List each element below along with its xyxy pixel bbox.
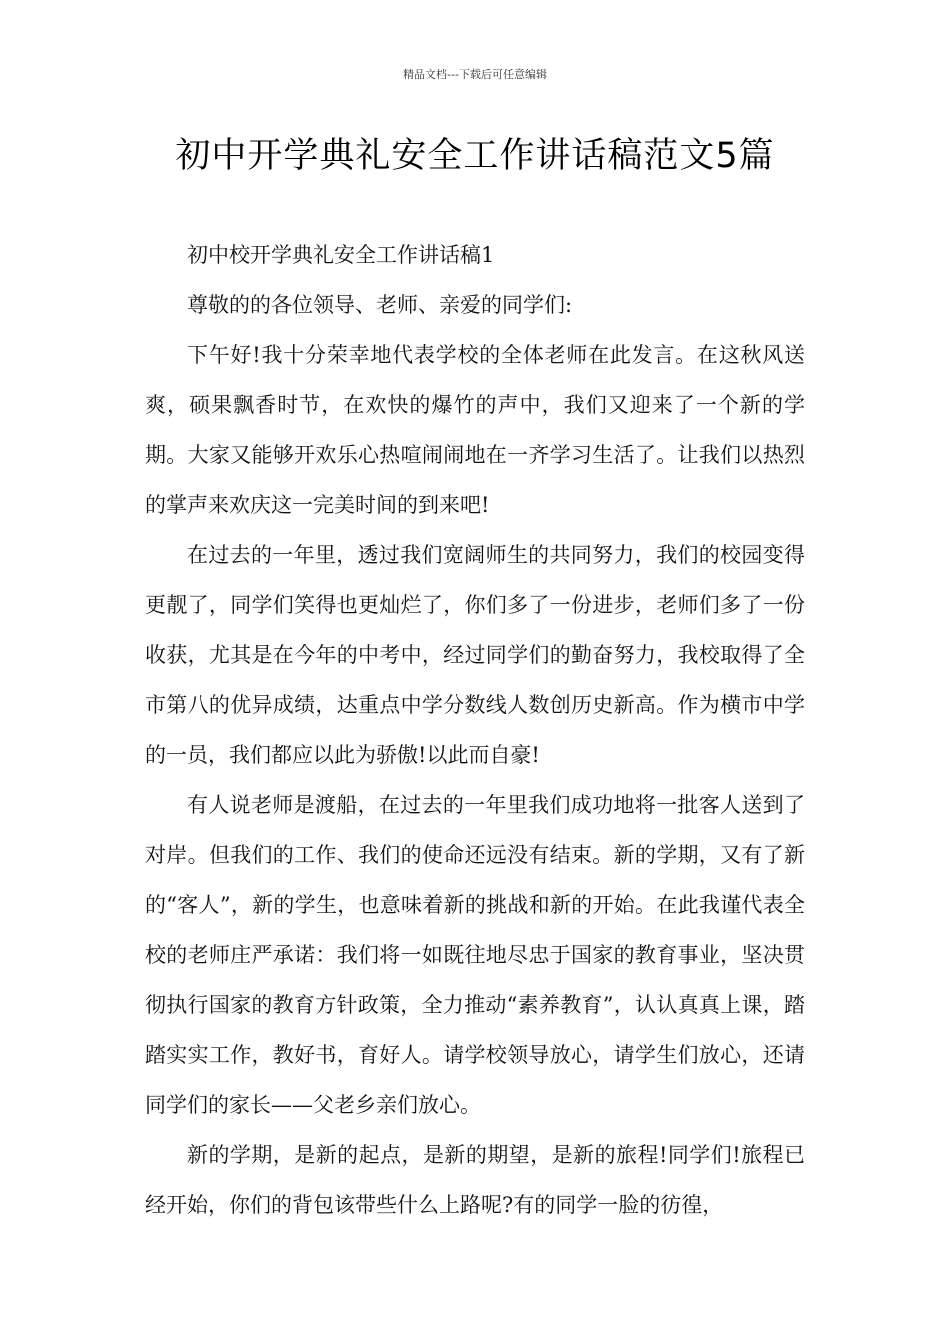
paragraph: 有人说老师是渡船，在过去的一年里我们成功地将一批客人送到了对岸。但我们的工作、我们的使命还远没有结束。新的学期，又有了新的“客人”，新的学生，也意味着新的挑战和新的开始。在此我谨代表全校的老师庄严承诺：我们将一如既往地尽忠于国家的教育事业，坚决贯彻执行国家的教育方针政策，全力推动“素养教育”，认认真真上课，踏踏实实工作，教好书，育好人。请学校领导放心，请学生们放心，还请同学们的家长——父老乡亲们放心。: [145, 793, 805, 1117]
document-body: [145, 230, 805, 1230]
paragraph: 新的学期，是新的起点，是新的期望，是新的旅程!同学们!旅程已经开始，你们的背包该带些什么上路呢?有的同学一脸的彷徨，: [145, 1143, 805, 1217]
paragraph-salutation: 尊敬的的各位领导、老师、亲爱的同学们:: [187, 293, 573, 317]
header-note: 精品文档---下载后可任意编辑: [403, 68, 547, 81]
paragraph: 在过去的一年里，透过我们宽阔师生的共同努力，我们的校园变得更靓了，同学们笑得也更灿烂了，你们多了一份进步，老师们多了一份收获，尤其是在今年的中考中，经过同学们的勤奋努力，我校取得了全市第八的优异成绩，达重点中学分数线人数创历史新高。作为横市中学的一员，我们都应以此为骄傲!以此而自豪!: [145, 543, 805, 767]
paragraph-subtitle: 初中校开学典礼安全工作讲话稿1: [187, 243, 495, 267]
document-title: 初中开学典礼安全工作讲话稿范文5篇: [175, 136, 775, 176]
paragraph: 下午好!我十分荣幸地代表学校的全体老师在此发言。在这秋风送爽，硕果飘香时节，在欢快的爆竹的声中，我们又迎来了一个新的学期。大家又能够开欢乐心热喧闹闹地在一齐学习生活了。让我们以热烈的掌声来欢庆这一完美时间的到来吧!: [145, 343, 805, 517]
